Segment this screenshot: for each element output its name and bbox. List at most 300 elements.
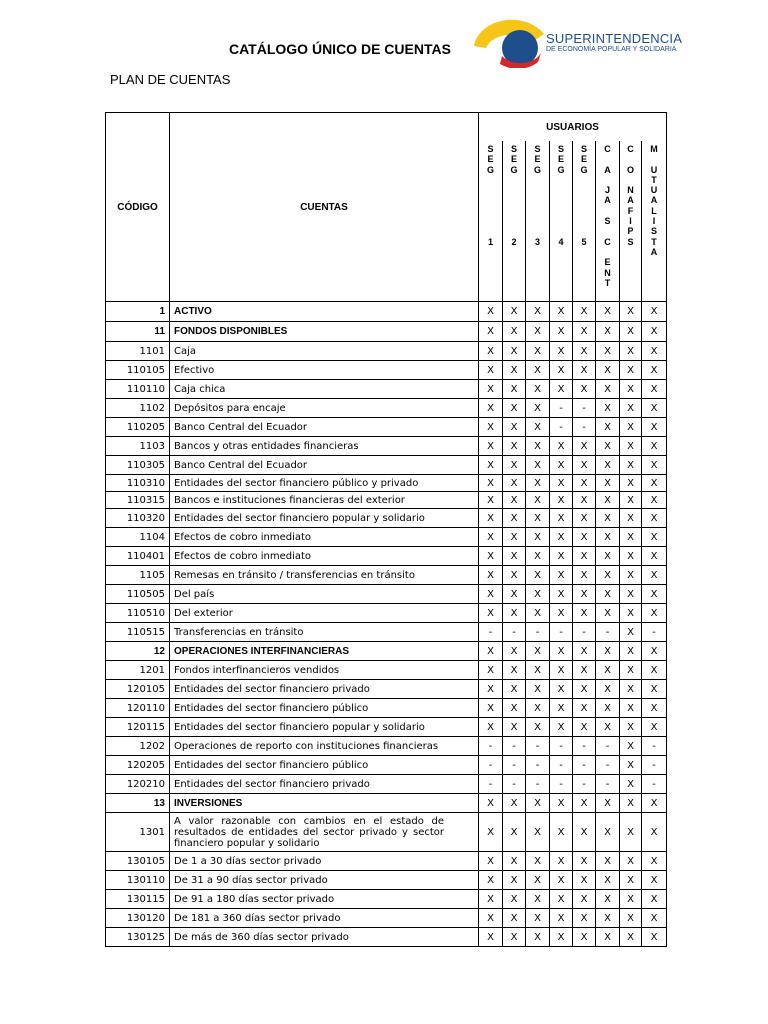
user-header-char: C <box>627 144 634 154</box>
user-header-char: G <box>533 164 541 175</box>
account-name: ACTIVO <box>170 302 479 322</box>
table-row <box>106 642 667 661</box>
table-row <box>106 456 667 475</box>
account-code: 12 <box>106 642 170 661</box>
table-row <box>106 492 667 509</box>
user-header-char <box>620 154 641 164</box>
account-code: 110315 <box>106 492 170 509</box>
user-mark: X <box>596 871 620 890</box>
account-code: 120105 <box>106 680 170 699</box>
user-header-char: I <box>629 216 632 227</box>
table-row <box>106 756 667 775</box>
user-mark: X <box>503 699 526 718</box>
user-header-char <box>573 195 595 205</box>
user-mark: X <box>503 928 526 947</box>
user-mark: X <box>596 794 620 813</box>
user-mark: X <box>620 642 642 661</box>
user-mark: X <box>573 813 596 852</box>
table-row <box>106 566 667 585</box>
user-header-char: A <box>650 246 658 257</box>
user-mark: - <box>550 399 573 418</box>
user-mark: X <box>620 775 642 794</box>
user-header-char <box>573 185 595 195</box>
account-name: Entidades del sector financiero público <box>170 699 479 718</box>
user-mark: X <box>526 399 550 418</box>
user-mark: X <box>550 492 573 509</box>
user-mark: X <box>596 699 620 718</box>
user-mark: X <box>642 642 667 661</box>
user-mark: X <box>479 566 503 585</box>
user-mark: X <box>620 475 642 492</box>
page-subtitle: PLAN DE CUENTAS <box>110 72 231 87</box>
account-code: 1202 <box>106 737 170 756</box>
user-mark: - <box>503 623 526 642</box>
user-header-char: U <box>650 185 658 196</box>
user-mark: X <box>573 475 596 492</box>
user-mark: X <box>573 492 596 509</box>
user-mark: X <box>503 380 526 399</box>
user-mark: X <box>526 604 550 623</box>
user-mark: X <box>642 322 667 342</box>
user-mark: X <box>596 852 620 871</box>
user-header-char <box>550 216 572 226</box>
user-mark: - <box>596 623 620 642</box>
user-mark: - <box>550 756 573 775</box>
user-mark: X <box>479 852 503 871</box>
account-code: 110320 <box>106 509 170 528</box>
user-mark: X <box>620 699 642 718</box>
user-mark: - <box>642 737 667 756</box>
user-mark: X <box>479 322 503 342</box>
user-mark: X <box>503 661 526 680</box>
account-name: Operaciones de reporto con instituciones financieras <box>170 737 479 756</box>
user-header-char: A <box>604 195 611 206</box>
user-mark: X <box>479 509 503 528</box>
logo-text-main: SUPERINTENDENCIA <box>546 31 683 46</box>
account-code: 110510 <box>106 604 170 623</box>
user-mark: X <box>596 509 620 528</box>
user-mark: X <box>642 661 667 680</box>
account-name: Caja <box>170 342 479 361</box>
user-mark: X <box>479 528 503 547</box>
table-row <box>106 699 667 718</box>
user-mark: X <box>526 661 550 680</box>
user-header-char: S <box>604 216 611 227</box>
table-row <box>106 361 667 380</box>
user-mark: - <box>573 737 596 756</box>
user-mark: X <box>596 928 620 947</box>
user-header-char: A <box>604 164 611 175</box>
user-header-char: E <box>510 154 517 165</box>
account-code: 120205 <box>106 756 170 775</box>
user-mark: X <box>596 813 620 852</box>
user-mark: X <box>620 456 642 475</box>
user-mark: X <box>479 475 503 492</box>
user-mark: X <box>526 813 550 852</box>
user-header-char <box>573 206 595 216</box>
user-mark: X <box>642 813 667 852</box>
user-header-8 <box>642 141 667 302</box>
account-code: 130110 <box>106 871 170 890</box>
user-mark: X <box>642 475 667 492</box>
user-mark: X <box>479 928 503 947</box>
user-mark: - <box>642 775 667 794</box>
user-mark: X <box>503 456 526 475</box>
user-header-char <box>479 206 502 216</box>
user-mark: X <box>503 585 526 604</box>
user-header-char <box>526 206 549 216</box>
user-header-char <box>596 206 619 216</box>
user-mark: - <box>479 775 503 794</box>
account-code: 1301 <box>106 813 170 852</box>
user-mark: X <box>642 418 667 437</box>
table-row <box>106 737 667 756</box>
user-header-char <box>479 216 502 226</box>
user-header-char: S <box>557 144 564 154</box>
user-mark: - <box>479 623 503 642</box>
user-mark: X <box>550 566 573 585</box>
user-mark: X <box>642 680 667 699</box>
user-header-char: S <box>510 144 517 154</box>
user-mark: X <box>596 456 620 475</box>
user-mark: X <box>479 547 503 566</box>
user-mark: - <box>550 737 573 756</box>
user-mark: X <box>620 623 642 642</box>
user-mark: X <box>620 509 642 528</box>
user-mark: X <box>479 718 503 737</box>
account-name: Remesas en tránsito / transferencias en tránsito <box>170 566 479 585</box>
user-mark: X <box>620 547 642 566</box>
user-mark: X <box>573 547 596 566</box>
user-mark: X <box>526 302 550 322</box>
user-header-char: S <box>580 144 587 154</box>
logo-text-sub: DE ECONOMÍA POPULAR Y SOLIDARIA <box>546 46 677 53</box>
user-mark: X <box>503 604 526 623</box>
table-row <box>106 475 667 492</box>
header-users: USUARIOS <box>479 113 667 142</box>
account-code: 1201 <box>106 661 170 680</box>
user-mark: X <box>642 437 667 456</box>
user-mark: - <box>642 756 667 775</box>
user-mark: X <box>642 890 667 909</box>
user-header-char <box>503 195 525 205</box>
user-mark: X <box>479 302 503 322</box>
user-header-char <box>526 185 549 195</box>
user-mark: X <box>550 361 573 380</box>
user-mark: X <box>550 890 573 909</box>
user-mark: X <box>550 547 573 566</box>
user-mark: X <box>479 680 503 699</box>
user-mark: X <box>596 380 620 399</box>
table-row <box>106 909 667 928</box>
table-row <box>106 418 667 437</box>
user-header-char: S <box>534 144 541 154</box>
user-header-char: 3 <box>534 236 540 247</box>
account-name: Entidades del sector financiero privado <box>170 680 479 699</box>
table-row <box>106 399 667 418</box>
user-header-char: A <box>650 195 658 206</box>
user-header-char: G <box>580 164 588 175</box>
account-name: OPERACIONES INTERFINANCIERAS <box>170 642 479 661</box>
account-code: 110110 <box>106 380 170 399</box>
user-mark: X <box>573 871 596 890</box>
user-header-char <box>479 195 502 205</box>
user-mark: X <box>503 302 526 322</box>
user-mark: X <box>596 604 620 623</box>
user-mark: X <box>503 642 526 661</box>
user-mark: X <box>620 566 642 585</box>
user-header-char: J <box>604 185 610 196</box>
user-mark: - <box>573 756 596 775</box>
user-mark: X <box>503 418 526 437</box>
account-code: 13 <box>106 794 170 813</box>
user-mark: X <box>573 680 596 699</box>
user-mark: X <box>526 699 550 718</box>
user-header-char <box>620 175 641 185</box>
user-mark: X <box>642 566 667 585</box>
page-title: CATÁLOGO ÚNICO DE CUENTAS <box>229 41 451 57</box>
user-mark: X <box>550 302 573 322</box>
user-mark: X <box>573 342 596 361</box>
user-mark: X <box>526 418 550 437</box>
user-mark: X <box>573 699 596 718</box>
user-header-char <box>596 247 619 257</box>
user-mark: X <box>550 928 573 947</box>
table-row <box>106 928 667 947</box>
user-mark: X <box>550 909 573 928</box>
user-mark: - <box>642 623 667 642</box>
account-code: 130115 <box>106 890 170 909</box>
user-header-char: G <box>486 164 494 175</box>
user-mark: X <box>479 890 503 909</box>
user-mark: X <box>620 813 642 852</box>
account-name: Entidades del sector financiero público <box>170 756 479 775</box>
user-mark: X <box>503 813 526 852</box>
user-mark: X <box>596 528 620 547</box>
user-mark: X <box>642 492 667 509</box>
account-code: 1102 <box>106 399 170 418</box>
user-mark: X <box>620 909 642 928</box>
account-code: 120210 <box>106 775 170 794</box>
user-mark: - <box>573 399 596 418</box>
user-mark: X <box>526 437 550 456</box>
user-mark: - <box>503 737 526 756</box>
account-code: 1104 <box>106 528 170 547</box>
user-mark: X <box>573 585 596 604</box>
user-mark: X <box>503 475 526 492</box>
user-mark: X <box>596 890 620 909</box>
user-mark: X <box>573 566 596 585</box>
account-code: 1101 <box>106 342 170 361</box>
user-header-char <box>573 216 595 226</box>
user-mark: X <box>596 342 620 361</box>
user-header-char <box>503 175 525 185</box>
user-header-char <box>550 195 572 205</box>
user-mark: X <box>620 342 642 361</box>
user-mark: X <box>526 718 550 737</box>
account-code: 130105 <box>106 852 170 871</box>
user-mark: X <box>550 718 573 737</box>
user-mark: X <box>550 342 573 361</box>
account-name: Depósitos para encaje <box>170 399 479 418</box>
user-mark: X <box>503 361 526 380</box>
user-mark: X <box>573 909 596 928</box>
user-header-char <box>550 175 572 185</box>
table-row <box>106 528 667 547</box>
user-header-char <box>526 216 549 226</box>
user-header-char: 4 <box>558 236 564 247</box>
user-mark: X <box>526 456 550 475</box>
user-mark: X <box>642 604 667 623</box>
user-mark: X <box>526 342 550 361</box>
user-header-char <box>550 185 572 195</box>
user-header-5 <box>573 141 596 302</box>
user-mark: X <box>596 492 620 509</box>
user-header-char: S <box>627 236 634 247</box>
user-header-char: L <box>651 205 657 216</box>
user-mark: X <box>596 437 620 456</box>
user-mark: - <box>550 418 573 437</box>
user-mark: X <box>479 794 503 813</box>
user-header-char: M <box>650 144 658 154</box>
account-name: FONDOS DISPONIBLES <box>170 322 479 342</box>
user-mark: X <box>596 547 620 566</box>
account-name: De más de 360 días sector privado <box>170 928 479 947</box>
user-mark: X <box>573 718 596 737</box>
user-mark: X <box>596 680 620 699</box>
table-row <box>106 775 667 794</box>
user-mark: X <box>526 680 550 699</box>
user-mark: X <box>503 342 526 361</box>
account-code: 110505 <box>106 585 170 604</box>
account-name: Transferencias en tránsito <box>170 623 479 642</box>
table-row <box>106 302 667 322</box>
table-row <box>106 718 667 737</box>
account-name: INVERSIONES <box>170 794 479 813</box>
user-header-char <box>526 175 549 185</box>
user-mark: X <box>573 302 596 322</box>
user-mark: X <box>526 492 550 509</box>
user-mark: X <box>596 399 620 418</box>
table-row <box>106 871 667 890</box>
table-row <box>106 890 667 909</box>
user-mark: - <box>596 737 620 756</box>
user-header-char <box>526 195 549 205</box>
user-mark: X <box>620 680 642 699</box>
account-name: Entidades del sector financiero privado <box>170 775 479 794</box>
user-mark: X <box>503 794 526 813</box>
user-mark: X <box>620 399 642 418</box>
user-mark: X <box>573 456 596 475</box>
user-header-char: P <box>627 226 634 237</box>
user-mark: X <box>550 661 573 680</box>
user-mark: X <box>620 604 642 623</box>
account-code: 110515 <box>106 623 170 642</box>
user-mark: X <box>596 322 620 342</box>
user-mark: X <box>503 509 526 528</box>
user-mark: - <box>526 623 550 642</box>
user-mark: X <box>479 492 503 509</box>
user-mark: X <box>503 547 526 566</box>
user-mark: X <box>526 794 550 813</box>
user-mark: X <box>503 890 526 909</box>
account-name: Del exterior <box>170 604 479 623</box>
user-mark: X <box>573 928 596 947</box>
user-mark: X <box>642 380 667 399</box>
user-header-char <box>573 175 595 185</box>
user-mark: X <box>503 852 526 871</box>
user-mark: X <box>479 437 503 456</box>
account-name: Banco Central del Ecuador <box>170 456 479 475</box>
account-code: 1105 <box>106 566 170 585</box>
account-code: 110305 <box>106 456 170 475</box>
user-mark: X <box>526 361 550 380</box>
table-row <box>106 380 667 399</box>
user-mark: X <box>642 928 667 947</box>
user-header-char <box>503 226 525 236</box>
header-accounts: CUENTAS <box>170 113 479 302</box>
user-mark: X <box>526 322 550 342</box>
user-mark: X <box>596 642 620 661</box>
user-header-char <box>526 226 549 236</box>
user-mark: X <box>479 813 503 852</box>
user-mark: X <box>526 871 550 890</box>
user-mark: - <box>573 418 596 437</box>
user-mark: X <box>479 361 503 380</box>
user-mark: X <box>550 871 573 890</box>
user-mark: X <box>479 342 503 361</box>
user-mark: X <box>479 661 503 680</box>
user-mark: X <box>642 547 667 566</box>
user-mark: X <box>620 794 642 813</box>
user-mark: X <box>642 509 667 528</box>
user-mark: - <box>573 775 596 794</box>
user-mark: X <box>503 566 526 585</box>
user-mark: X <box>642 302 667 322</box>
user-header-char <box>596 226 619 236</box>
user-mark: X <box>620 492 642 509</box>
user-header-char: N <box>627 185 634 196</box>
user-mark: - <box>503 775 526 794</box>
user-mark: X <box>573 322 596 342</box>
user-header-char: F <box>627 205 634 216</box>
user-header-char: 1 <box>487 236 493 247</box>
user-mark: X <box>642 528 667 547</box>
user-header-char <box>573 226 595 236</box>
user-mark: X <box>550 380 573 399</box>
user-mark: X <box>503 871 526 890</box>
account-name: Bancos e instituciones financieras del exterior <box>170 492 479 509</box>
user-mark: X <box>479 399 503 418</box>
user-mark: X <box>642 585 667 604</box>
user-mark: X <box>526 509 550 528</box>
account-name: De 1 a 30 días sector privado <box>170 852 479 871</box>
user-header-char: G <box>510 164 518 175</box>
user-mark: X <box>479 380 503 399</box>
user-header-char: T <box>604 277 611 288</box>
user-mark: X <box>550 642 573 661</box>
user-header-char: T <box>651 174 657 185</box>
user-mark: X <box>642 852 667 871</box>
user-mark: X <box>620 852 642 871</box>
user-mark: X <box>596 585 620 604</box>
table-row <box>106 794 667 813</box>
table-row <box>106 680 667 699</box>
user-header-char <box>479 185 502 195</box>
user-mark: X <box>642 342 667 361</box>
user-mark: X <box>642 909 667 928</box>
user-mark: - <box>573 623 596 642</box>
